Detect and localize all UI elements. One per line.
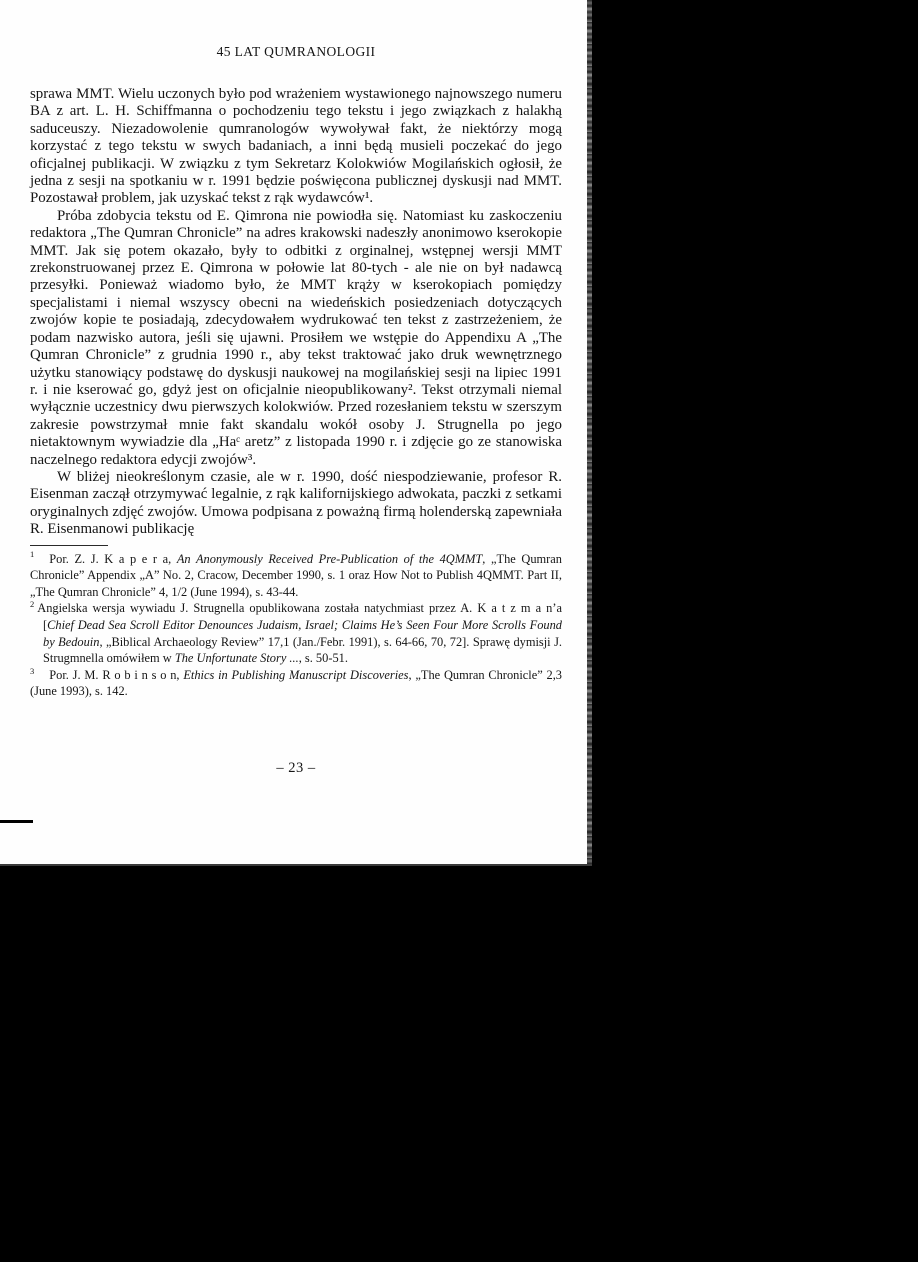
page-number: – 23 – bbox=[276, 760, 316, 776]
paragraph-1: sprawa MMT. Wielu uczonych było pod wrażeniem wystawionego najnowszego numeru BA z art. L. H. Schiffmanna o pochodzeniu tego tekstu i jego związkach z halakhą saduceuszy. Niezadowolenie qumranologów wywoływał fakt, że niektórzy mogą korzystać z tego tekstu w swych badaniach, a inni będą musieli poczekać do jego oficjalnej publikacji. W związku z tym Sekretarz Kolokwiów Mogilańskich ogłosił, że jedna z sesji na spotkaniu w r. 1991 będzie poświęcona publicznej dyskusji nad MMT. Pozostawał problem, jak uzyskać tekst z rąk wydawców¹. bbox=[30, 86, 562, 207]
document-page bbox=[0, 0, 592, 866]
running-header: 45 LAT QUMRANOLOGII bbox=[216, 44, 376, 59]
footnote-1-marker: 1 bbox=[30, 549, 35, 560]
footnote-1-text: Por. Z. J. K a p e r a, bbox=[49, 551, 177, 566]
footnotes-section bbox=[30, 551, 562, 700]
footnote-2 bbox=[30, 600, 562, 666]
footnote-3-text: , „The Qumran Chronicle” 2,3 (June 1993), s. 142. bbox=[30, 667, 563, 699]
scan-artifact bbox=[0, 820, 33, 823]
footnote-3-marker: 3 bbox=[30, 665, 35, 676]
footnote-2-title-2: The Unfortunate Story ... bbox=[174, 651, 299, 666]
footnote-2-text: , s. 50-51. bbox=[298, 651, 348, 666]
footnote-3-title: Ethics in Publishing Manuscript Discoveries bbox=[183, 667, 409, 682]
footnote-3-text: Por. J. M. R o b i n s o n, bbox=[49, 667, 184, 682]
footnote-2-text: Angielska wersja wywiadu J. Strugnella opublikowana została natychmiast przez A. K a t z m a n’a [ bbox=[37, 601, 562, 632]
paragraph-3: W bliżej nieokreślonym czasie, ale w r. 1990, dość niespodziewanie, profesor R. Eisenman zaczął otrzymywać legalnie, z rąk kalifornijskiego adwokata, paczki z setkami oryginalnych zdjęć zwojów. Umowa podpisana z poważną firmą holenderską zapewniała R. Eisenmanowi publikację bbox=[30, 468, 562, 538]
footnote-1 bbox=[30, 551, 562, 601]
footnote-2-text: , „Biblical Archaeology Review” 17,1 (Jan./Febr. 1991), s. 64-66, 70, 72]. Sprawę dymisji J. Strugmnella omówiłem w bbox=[43, 634, 562, 666]
footnote-2-marker: 2 bbox=[30, 599, 35, 610]
paragraph-2: Próba zdobycia tekstu od E. Qimrona nie powiodła się. Natomiast ku zaskoczeniu redaktora „The Qumran Chronicle” na adres krakowski nadeszły anonimowo kserokopie MMT. Jak się potem okazało, były to odbitki z orginalnej, wstępnej wersji MMT zrekonstruowanej przez E. Qimrona w połowie lat 80-tych - ale nie on był nadawcą przesyłki. Ponieważ wiadomo było, że MMT krąży w kserokopiach pomiędzy specjalistami i niemal wszyscy obecni na wiedeńskich posiedzeniach dotyczących zwojów kopie te posiadają, zdecydowałem wydrukować ten tekst z zastrzeżeniem, że podam nazwisko autora, jeśli się ujawni. Prosiłem we wstępie do Appendixu A „The Qumran Chronicle” z grudnia 1990 r., aby tekst traktować jako druk wewnętrznego użytku stanowiący podstawę do dyskusji naukowej na mogilańskiej sesji na lipiec 1991 r. i nie kserować go, gdyż jest on oficjalnie nieopublikowany². Tekst otrzymali niemal wyłącznie uczestnicy dwu pierwszych kolokwiów. Przed rozesłaniem tekstu w szerszym zakresie powstrzymał mnie fakt skandalu wokół osoby J. Strugnella po jego nietaktownym wywiadzie dla „Haᶜ aretz” z listopada 1990 r. i zdjęcie go ze stanowiska naczelnego redaktora edycji zwojów³. bbox=[30, 207, 562, 468]
footnote-1-text: , „The Qumran Chronicle” Appendix „A” No. 2, Cracow, December 1990, s. 1 oraz How Not to Publish 4QMMT. Part II, „The Qumran Chronicle” 4, 1/2 (June 1994), s. 43-44. bbox=[30, 551, 562, 599]
footnote-separator bbox=[30, 545, 108, 546]
page-edge-artifact bbox=[587, 0, 592, 864]
footnote-3 bbox=[30, 667, 562, 700]
footnote-1-title: An Anonymously Received Pre-Publication of the 4QMMT bbox=[176, 551, 483, 566]
body-text bbox=[30, 86, 562, 539]
footnote-2-title: Chief Dead Sea Scroll Editor Denounces Judaism, Israel; Claims He’s Seen Four More Scrolls Found by Bedouin bbox=[43, 617, 562, 649]
